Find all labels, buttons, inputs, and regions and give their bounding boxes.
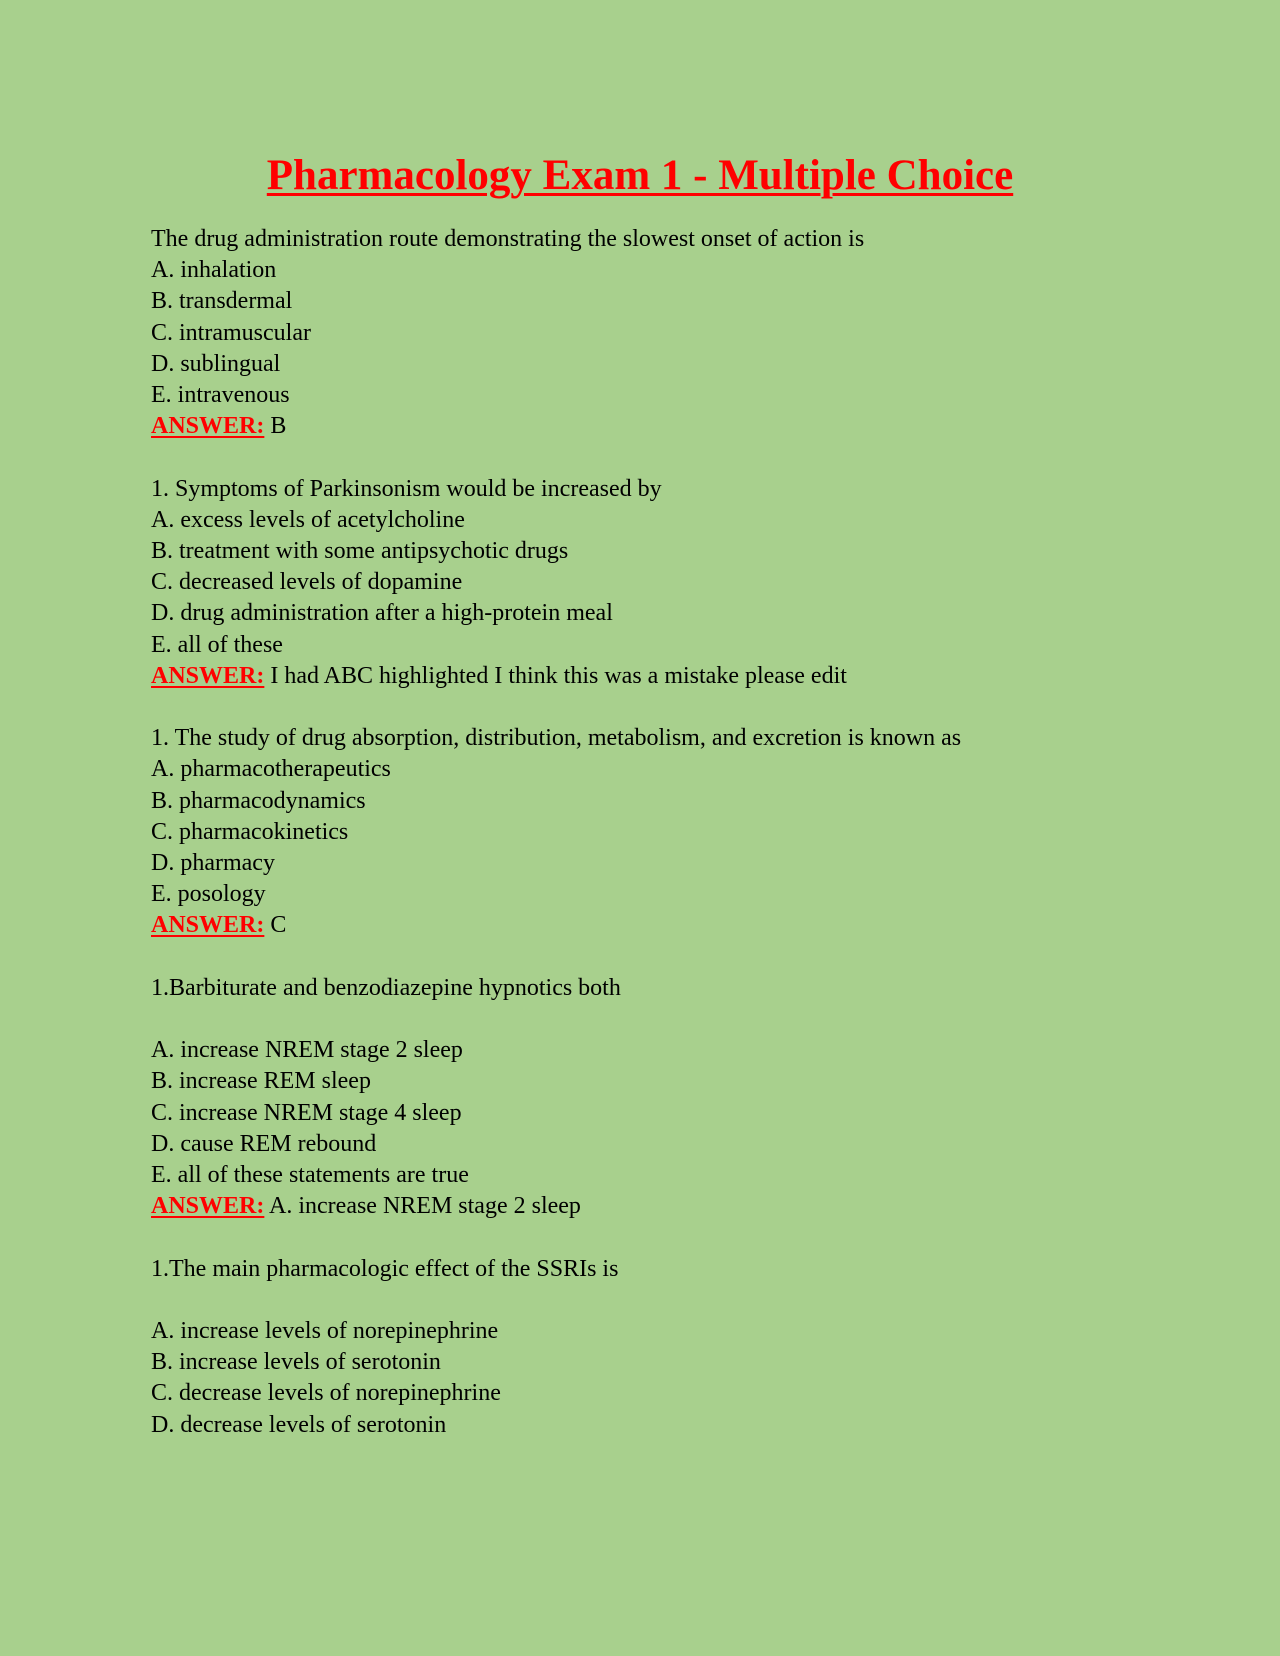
option-b: B. increase levels of serotonin — [151, 1349, 441, 1376]
spacer — [151, 692, 1280, 723]
question-5 — [151, 1254, 1280, 1441]
spacer — [151, 1285, 1280, 1316]
question-3 — [151, 723, 1280, 941]
answer-line — [151, 411, 1280, 442]
option-b: B. transdermal — [151, 288, 293, 315]
option-e: E. all of these statements are true — [151, 1162, 469, 1189]
answer-label: ANSWER: — [151, 912, 265, 939]
answer-text: I had ABC highlighted I think this was a mistake please edit — [264, 662, 847, 689]
page-title: Pharmacology Exam 1 - Multiple Choice — [266, 152, 1014, 199]
option-d: D. drug administration after a high-protein meal — [151, 600, 613, 627]
spacer — [151, 942, 1280, 973]
option-d: D. sublingual — [151, 350, 281, 377]
question-stem: 1.The main pharmacologic effect of the SSRIs is — [151, 1255, 619, 1282]
answer-label: ANSWER: — [151, 1193, 265, 1220]
question-stem: 1.Barbiturate and benzodiazepine hypnotics both — [151, 974, 621, 1001]
spacer — [151, 1222, 1280, 1253]
answer-text: C — [264, 912, 287, 939]
option-d: D. decrease levels of serotonin — [151, 1411, 447, 1438]
option-e: E. all of these — [151, 631, 283, 658]
question-2 — [151, 474, 1280, 692]
answer-label: ANSWER: — [151, 413, 265, 440]
question-4 — [151, 973, 1280, 1223]
option-c: C. decrease levels of norepinephrine — [151, 1380, 501, 1407]
option-a: A. pharmacotherapeutics — [151, 756, 391, 783]
option-d: D. cause REM rebound — [151, 1130, 377, 1157]
question-1 — [151, 224, 1280, 442]
option-b: B. treatment with some antipsychotic drugs — [151, 538, 569, 565]
option-e: E. intravenous — [151, 382, 290, 409]
option-a: A. increase NREM stage 2 sleep — [151, 1037, 463, 1064]
option-e: E. posology — [151, 881, 266, 908]
option-a: A. increase levels of norepinephrine — [151, 1318, 499, 1345]
answer-line — [151, 1191, 1280, 1222]
option-b: B. increase REM sleep — [151, 1068, 371, 1095]
question-stem: 1. The study of drug absorption, distribution, metabolism, and excretion is known as — [151, 725, 962, 752]
option-a: A. excess levels of acetylcholine — [151, 506, 465, 533]
option-b: B. pharmacodynamics — [151, 787, 366, 814]
question-stem: 1. Symptoms of Parkinsonism would be increased by — [151, 475, 662, 502]
option-c: C. pharmacokinetics — [151, 818, 349, 845]
answer-text: B — [264, 413, 287, 440]
spacer — [151, 1004, 1280, 1035]
answer-label: ANSWER: — [151, 662, 265, 689]
answer-line — [151, 661, 1280, 692]
question-stem: The drug administration route demonstrating the slowest onset of action is — [151, 226, 865, 252]
option-c: C. intramuscular — [151, 319, 311, 346]
answer-line — [151, 910, 1280, 941]
option-a: A. inhalation — [151, 257, 277, 284]
option-c: C. decreased levels of dopamine — [151, 569, 463, 596]
answer-text: A. increase NREM stage 2 sleep — [264, 1193, 581, 1220]
option-c: C. increase NREM stage 4 sleep — [151, 1099, 462, 1126]
option-d: D. pharmacy — [151, 850, 275, 877]
spacer — [151, 442, 1280, 473]
